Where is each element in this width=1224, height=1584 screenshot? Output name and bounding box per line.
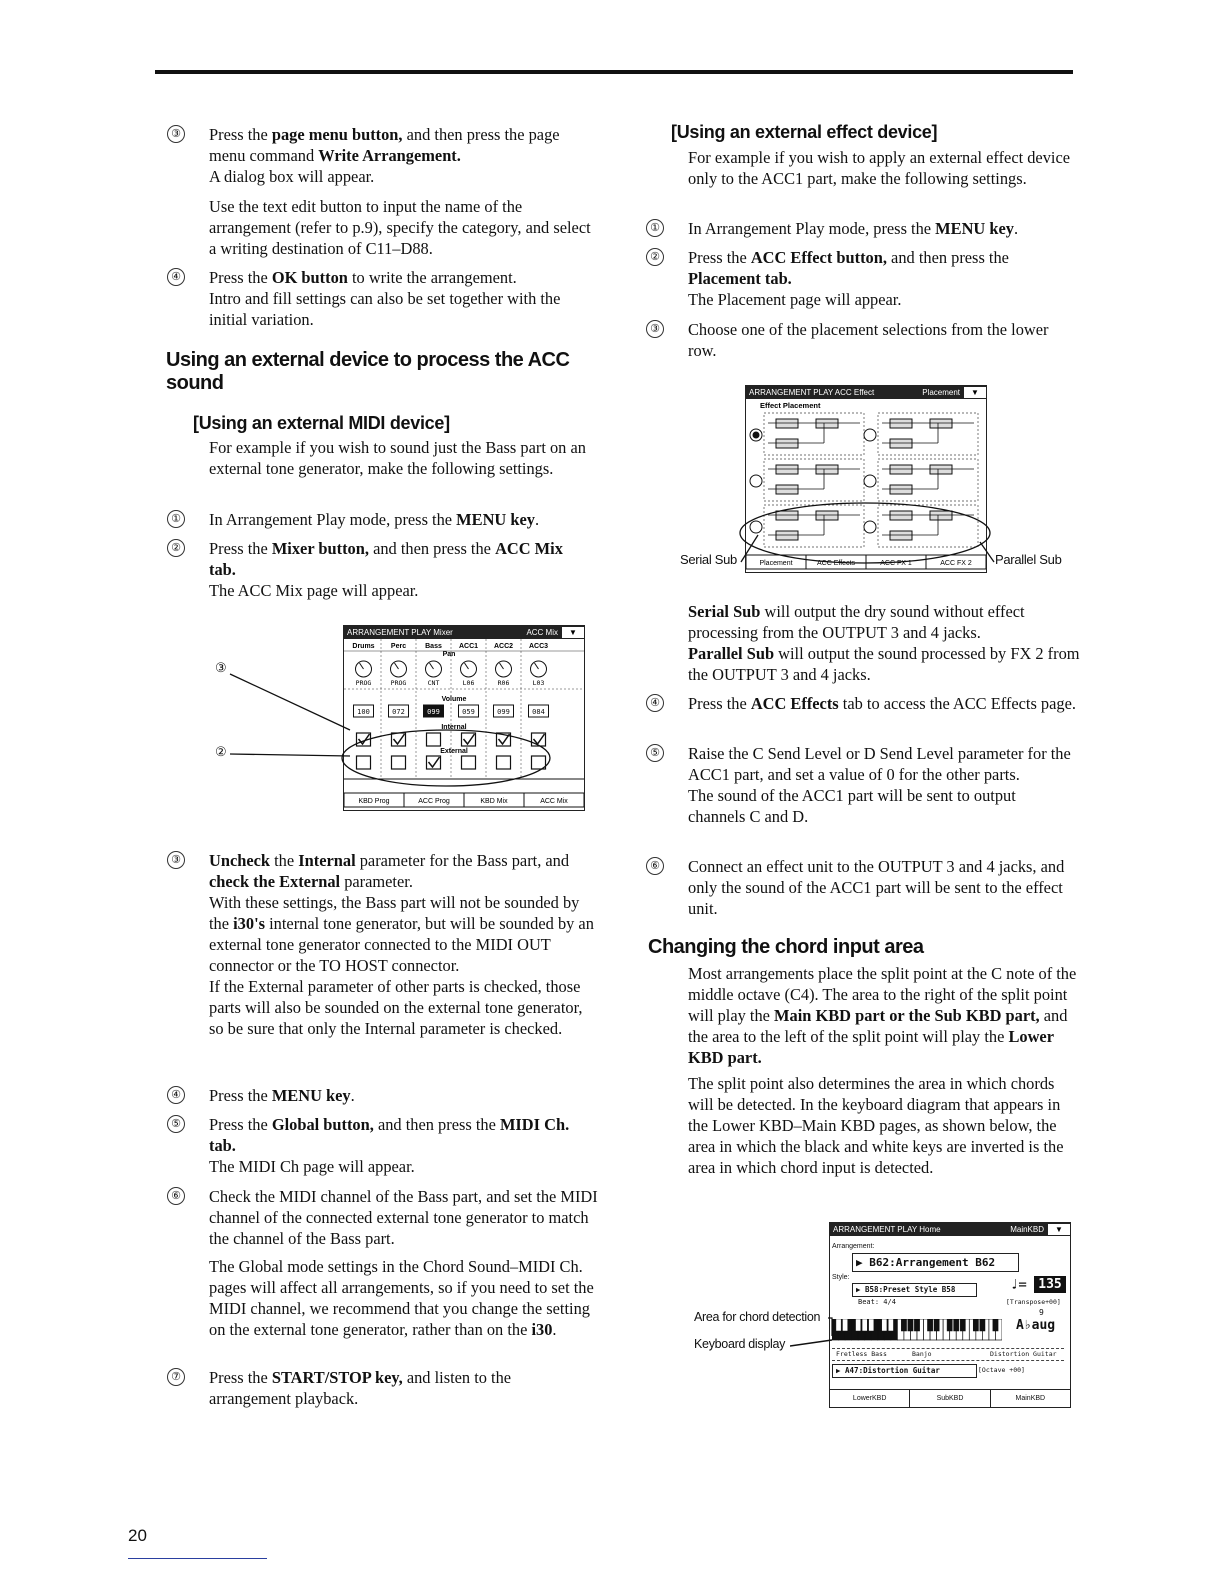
- chevron-down-icon[interactable]: ▼: [1048, 1224, 1070, 1235]
- serial-parallel-desc: Serial Sub will output the dry sound without effect processing from the OUTPUT 3 and 4 jacks. Parallel Sub will output the sound processed by FX 2 from the OUTPUT 3 and 4 jacks.: [688, 602, 1080, 684]
- black-key: [856, 1319, 861, 1331]
- placement-radio[interactable]: [750, 475, 762, 487]
- top-rule: [155, 70, 1073, 74]
- fx-block-icon: [890, 419, 912, 428]
- chord-display: A♭aug: [1016, 1318, 1056, 1333]
- placement-radio[interactable]: [864, 521, 876, 533]
- black-key: [927, 1319, 932, 1331]
- fx-block-icon: [890, 465, 912, 474]
- subsection-midi: [Using an external MIDI device]: [193, 413, 450, 433]
- effect-placement-lcd: ARRANGEMENT PLAY ACC Effect Placement ▼ Effect Placement Placement ACC Effects ACC FX 1 ACC FX 2: [745, 385, 987, 573]
- external-checkbox[interactable]: [532, 756, 546, 769]
- fx-block-icon: [776, 485, 798, 494]
- section-title-external-device: Using an external device to process the ACC sound: [166, 349, 570, 394]
- chevron-down-icon[interactable]: ▼: [964, 387, 986, 398]
- fx-block-icon: [776, 511, 798, 520]
- black-key: [862, 1319, 867, 1331]
- black-key: [914, 1319, 919, 1331]
- placement-radio[interactable]: [864, 429, 876, 441]
- black-key: [993, 1319, 998, 1331]
- fx-block-icon: [776, 439, 798, 448]
- page-number: 20: [128, 1526, 147, 1545]
- step-3-note: Use the text edit button to input the name of the arrangement (refer to p.9), specify the category, and select a writing destination of C11–D88.: [209, 197, 591, 258]
- pan-value: R06: [497, 679, 510, 687]
- black-key: [882, 1319, 887, 1331]
- black-key: [869, 1319, 874, 1331]
- chord-para-2: The split point also determines the area in which chords will be detected. In the keyboard diagram that appears in the Lower KBD–Main KBD pages, as shown below, the area in which the black and white keys are inverted is the area in which chord input is detected.: [688, 1074, 1064, 1177]
- pan-value: L03: [532, 679, 545, 687]
- internal-checkbox[interactable]: [427, 733, 441, 746]
- area-chord-label: Area for chord detection: [694, 1310, 821, 1324]
- external-checkbox[interactable]: [497, 756, 511, 769]
- mixer-grid: [344, 639, 584, 809]
- effect-tab-label: ACC Effects: [817, 560, 855, 567]
- pan-value: L06: [462, 679, 475, 687]
- effect-tab-label: ACC FX 2: [940, 560, 972, 567]
- fx-block-icon: [816, 419, 838, 428]
- black-key: [901, 1319, 906, 1331]
- black-key: [934, 1319, 939, 1331]
- black-key: [888, 1319, 893, 1331]
- black-key: [960, 1319, 965, 1331]
- fx-block-icon: [890, 511, 912, 520]
- mixer-lcd-screenshot: ARRANGEMENT PLAY Mixer ACC Mix ▼ Drums PROG 100 Perc PROG 072 Bass CNT 099 ACC1 L06 059 ACC2 R06 099 ACC3 L03 084 Pan Volume Internal External KBD Prog ACC Prog KBD Mix ACC Mix: [343, 625, 585, 811]
- fx-block-icon: [776, 531, 798, 540]
- mixer-tab-label: ACC Mix: [540, 798, 568, 805]
- arrangement-field[interactable]: ▶ B62:Arrangement B62: [852, 1253, 1019, 1272]
- fx-block-icon: [816, 465, 838, 474]
- callout-2: ②: [215, 744, 227, 759]
- fx-block-icon: [776, 419, 798, 428]
- volume-value: 099: [427, 708, 440, 716]
- volume-value: 099: [497, 708, 510, 716]
- black-key: [908, 1319, 913, 1331]
- mixer-tab-label: ACC Prog: [418, 798, 450, 805]
- tempo-value[interactable]: 135: [1034, 1276, 1066, 1293]
- placement-options: [746, 399, 986, 571]
- part-label: ACC2: [493, 643, 514, 650]
- tab-lowerkbd[interactable]: LowerKBD: [830, 1390, 910, 1407]
- pan-value: CNT: [427, 679, 440, 687]
- home-lcd-screenshot: ARRANGEMENT PLAY Home MainKBD ▼ Arrangement: ▶ B62:Arrangement B62 Style: ▶ B58:Preset Style B58 Beat: 4/4 ♩= 135 [Transpose+00] 9 A♭aug Fretless Bass Banjo Distortion Guitar ▶ A47:Distortion Guitar [Octave +00] LowerKBD SubKBD MainKBD: [829, 1222, 1071, 1408]
- effect-intro: For example if you wish to apply an external effect device only to the ACC1 part, make the following settings.: [688, 148, 1071, 188]
- subsection-effect: [Using an external effect device]: [671, 122, 938, 142]
- fx-block-icon: [890, 439, 912, 448]
- effect-tab-label: Placement: [759, 560, 793, 567]
- keyboard-display[interactable]: [832, 1319, 1002, 1341]
- mixer-tab-label: KBD Prog: [358, 798, 390, 805]
- black-key: [980, 1319, 985, 1331]
- serial-sub-label: Serial Sub: [680, 552, 737, 567]
- fx-block-icon: [930, 419, 952, 428]
- tab-mainkbd[interactable]: MainKBD: [1015, 1395, 1046, 1402]
- tab-subkbd[interactable]: SubKBD: [910, 1390, 990, 1407]
- footer-rule: [128, 1558, 267, 1559]
- midi-intro: For example if you wish to sound just the Bass part on an external tone generator, make the following settings.: [209, 438, 586, 478]
- external-checkbox[interactable]: [357, 756, 371, 769]
- black-key: [947, 1319, 952, 1331]
- placement-radio[interactable]: [864, 475, 876, 487]
- fx-block-icon: [890, 531, 912, 540]
- volume-value: 072: [392, 708, 405, 716]
- part-label: Bass: [425, 643, 442, 650]
- black-key: [973, 1319, 978, 1331]
- volume-value: 084: [532, 708, 545, 716]
- fx-block-icon: [930, 511, 952, 520]
- chevron-down-icon[interactable]: ▼: [562, 627, 584, 638]
- fx-block-icon: [890, 485, 912, 494]
- pan-value: PROG: [355, 679, 372, 687]
- mixer-tab-label: KBD Mix: [480, 798, 508, 805]
- fx-block-icon: [816, 511, 838, 520]
- keyboard-display-label: Keyboard display: [694, 1337, 786, 1351]
- midi-step-6-note: The Global mode settings in the Chord Sound–MIDI Ch. pages will affect all arrangements, so if you need to set the MIDI channel, we recommend that you change the setting on the external tone generator, rather than on the i30.: [209, 1257, 594, 1339]
- step-number: ③: [167, 125, 185, 143]
- placement-title: Effect Placement: [760, 401, 821, 410]
- section-title-chord-area: Changing the chord input area: [648, 936, 924, 958]
- black-key: [954, 1319, 959, 1331]
- chord-para-1: Most arrangements place the split point at the C note of the middle octave (C4). The area to the right of the split point will play the Main KBD part or the Sub KBD part, and the area to the left of the split point will play the Lower KBD part.: [688, 964, 1077, 1067]
- internal-section-label: Internal: [441, 724, 467, 731]
- external-section-label: External: [440, 748, 468, 755]
- part-label: ACC3: [528, 643, 549, 650]
- fx-block-icon: [930, 465, 952, 474]
- pan-value: PROG: [390, 679, 407, 687]
- black-key: [836, 1319, 841, 1331]
- parallel-sub-label: Parallel Sub: [995, 552, 1062, 567]
- fx-block-icon: [776, 465, 798, 474]
- black-key: [842, 1319, 847, 1331]
- part-label: Perc: [390, 643, 407, 650]
- part-label: Drums: [352, 643, 375, 650]
- volume-value: 059: [462, 708, 475, 716]
- note-icon: ♩=: [1010, 1277, 1027, 1293]
- program-field[interactable]: ▶ A47:Distortion Guitar: [832, 1364, 977, 1378]
- home-tab-bar: [830, 1389, 1070, 1407]
- part-label: ACC1: [458, 643, 479, 650]
- effect-tab-label: ACC FX 1: [880, 560, 912, 567]
- pan-section-label: Pan: [442, 651, 456, 658]
- style-field[interactable]: ▶ B58:Preset Style B58: [852, 1283, 977, 1297]
- external-checkbox[interactable]: [392, 756, 406, 769]
- volume-value: 100: [357, 708, 370, 716]
- external-checkbox[interactable]: [462, 756, 476, 769]
- volume-section-label: Volume: [441, 696, 467, 703]
- callout-3: ③: [215, 660, 227, 675]
- placement-radio[interactable]: [750, 521, 762, 533]
